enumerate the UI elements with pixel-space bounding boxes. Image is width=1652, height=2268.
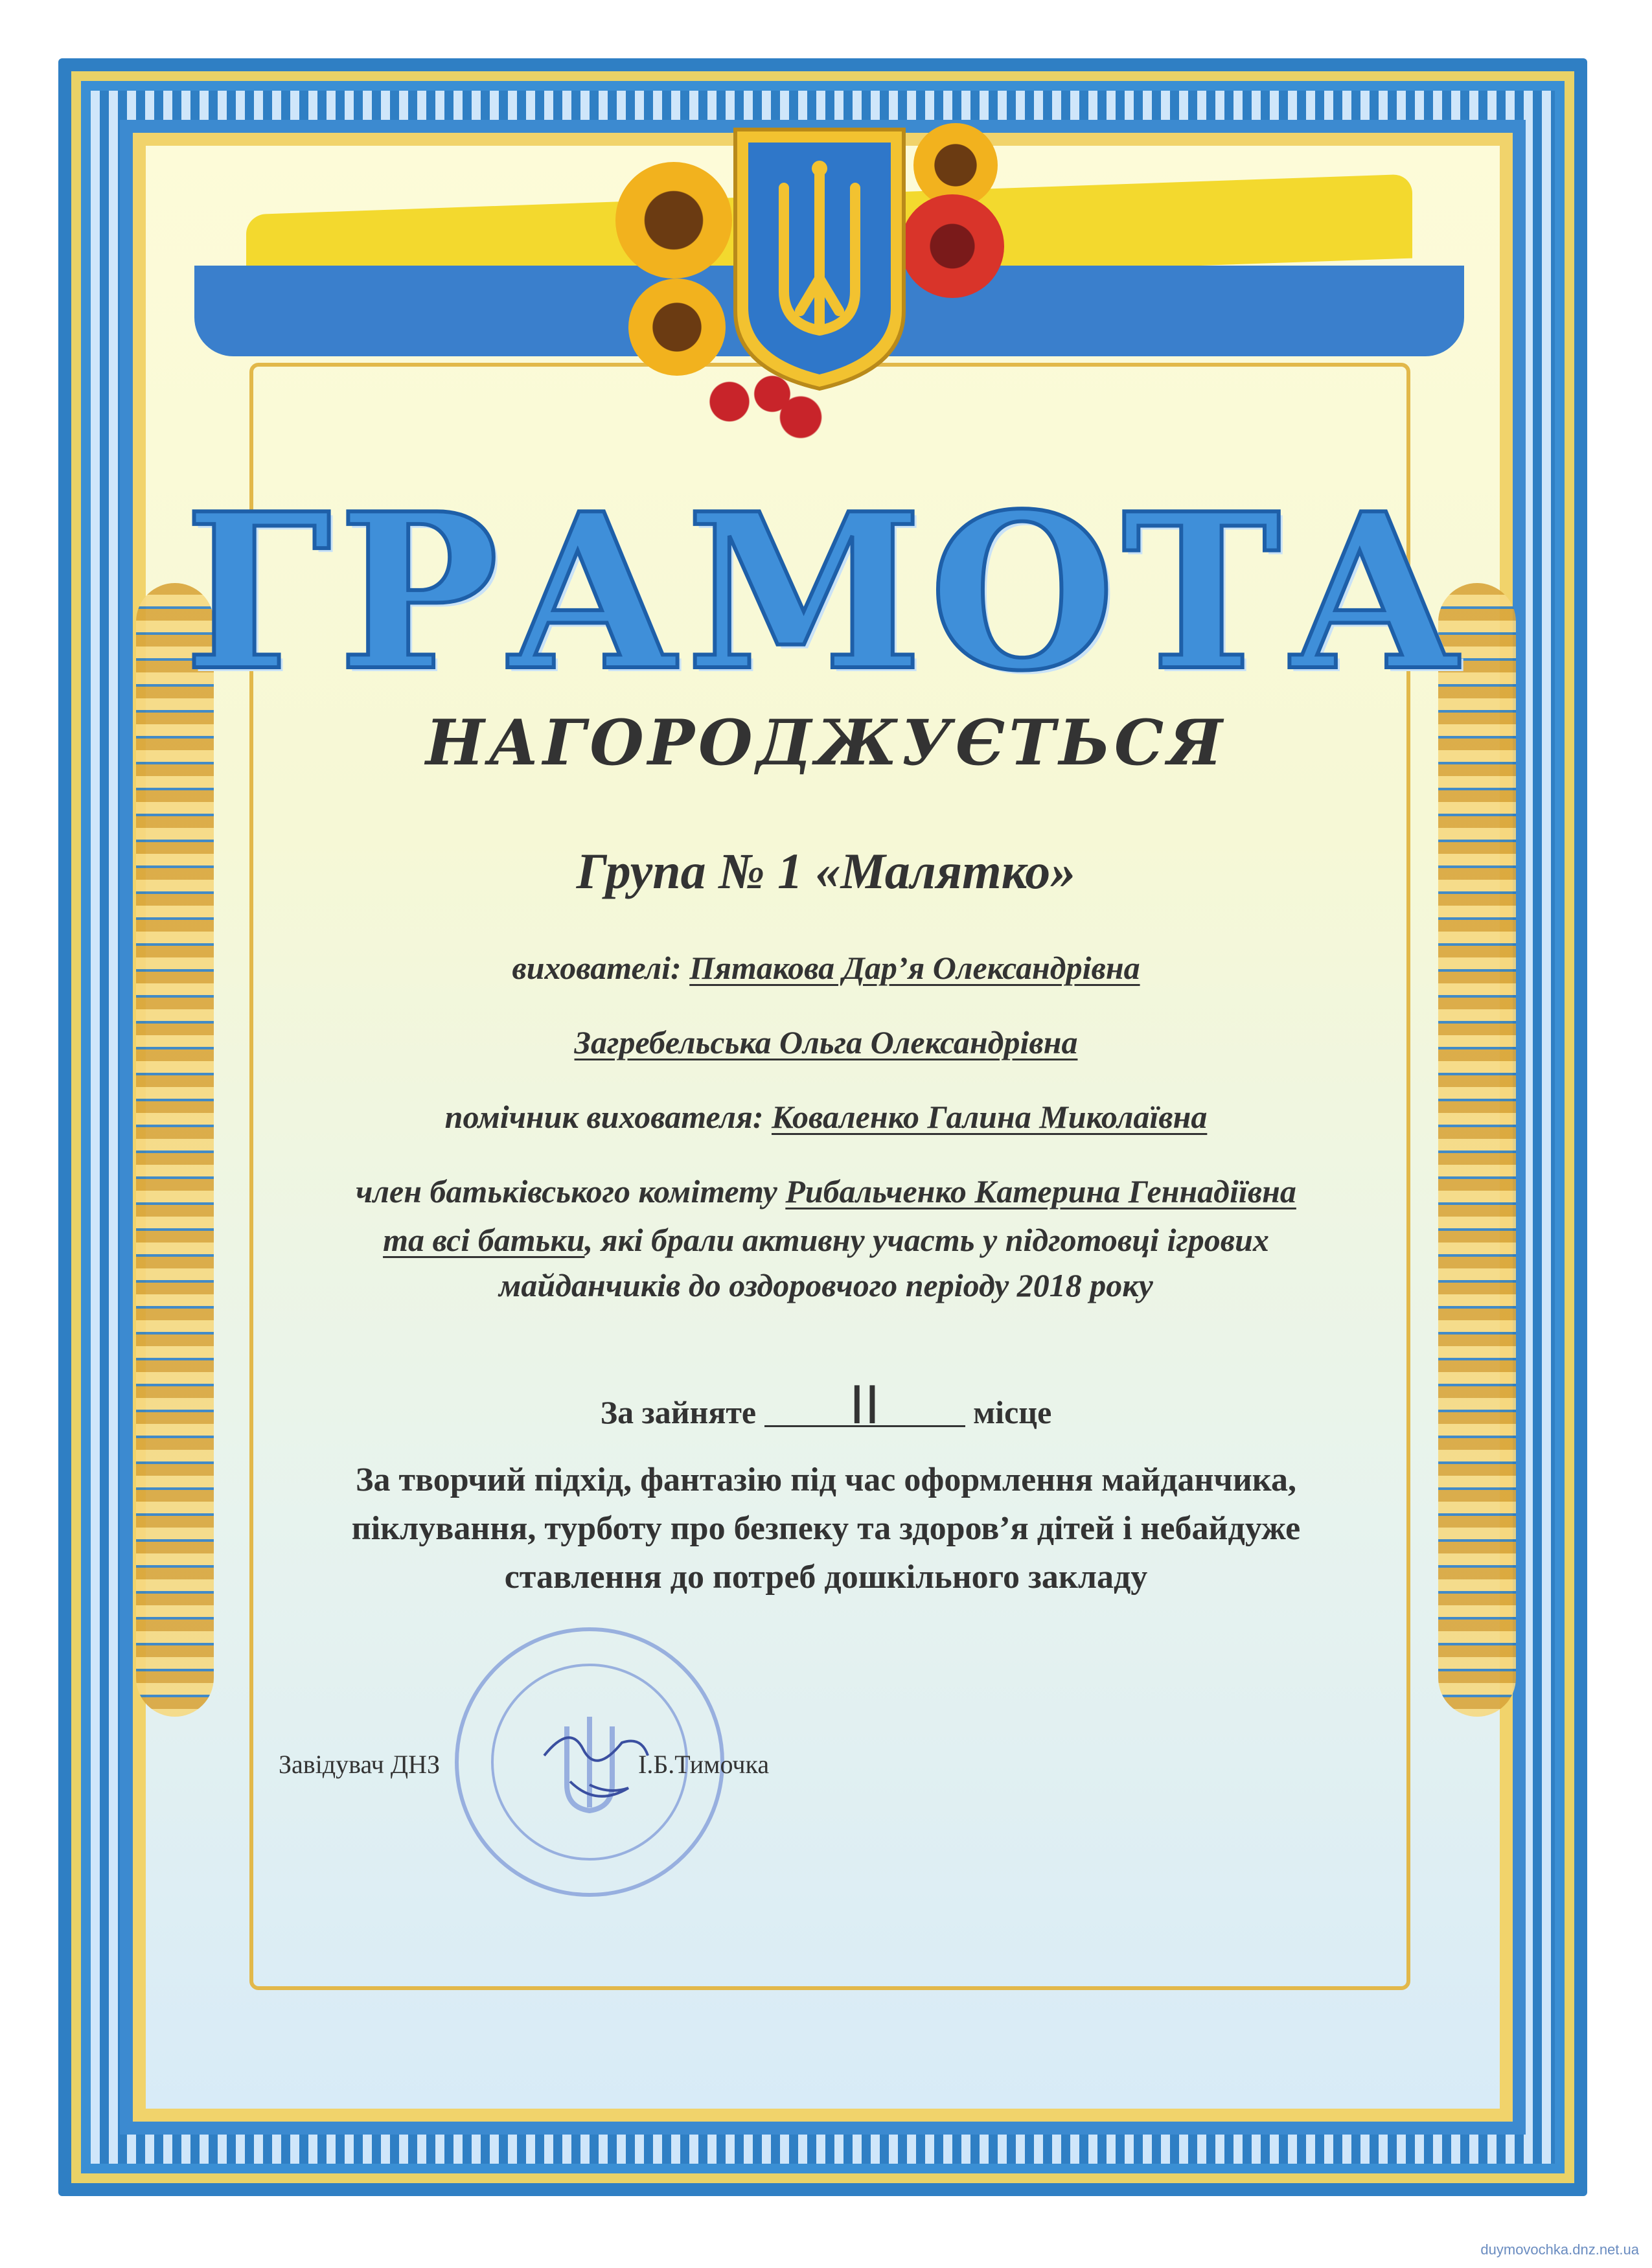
assistant-name: Коваленко Галина Миколаївна	[772, 1099, 1208, 1135]
committee-member: Рибальченко Катерина Геннадіївна	[785, 1173, 1296, 1209]
reason-line-1: За творчий підхід, фантазію під час оформлення майданчика,	[356, 1461, 1296, 1498]
parents-rest: , які брали активну участь у підготовці ігрових	[584, 1222, 1269, 1258]
period-line: майданчиків до оздоровчого періоду 2018 року	[499, 1267, 1153, 1303]
certificate-title: ГРАМОТА	[184, 466, 1468, 718]
group-name: Група № 1 «Малятко»	[576, 843, 1076, 899]
parents-line	[0, 1221, 1652, 1259]
reason-line-2: піклування, турботу про безпеку та здоров’я дітей і небайдуже	[351, 1510, 1301, 1547]
signer-role: Завідувач ДНЗ	[279, 1750, 440, 1779]
awarded-heading: НАГОРОДЖУЄТЬСЯ	[426, 706, 1226, 779]
site-watermark: duymovochka.dnz.net.ua	[1480, 2241, 1639, 2258]
educator-1: Пятакова Дар’я Олександрівна	[689, 950, 1140, 986]
committee-line	[0, 1173, 1652, 1210]
signer-name: І.Б.Тимочка	[638, 1750, 770, 1779]
parents: та всі батьки	[383, 1222, 585, 1258]
assistant-label: помічник вихователя:	[444, 1099, 764, 1135]
educators-line	[0, 949, 1652, 987]
sunflower-icon	[615, 162, 732, 279]
place-suffix: місце	[973, 1394, 1052, 1430]
educators-label: вихователі:	[512, 950, 682, 986]
educator-2: Загребельська Ольга Олександрівна	[574, 1024, 1078, 1060]
educator-2-line	[0, 1024, 1652, 1061]
place-value: II	[764, 1386, 965, 1427]
place-line	[0, 1375, 1652, 1436]
place-prefix: За зайняте	[600, 1394, 757, 1430]
committee-label: член батьківського комітету	[356, 1173, 777, 1209]
assistant-line	[0, 1098, 1652, 1136]
reason-line-3: ставлення до потреб дошкільного закладу	[504, 1559, 1148, 1596]
trident-emblem-icon	[722, 117, 917, 395]
sunflower-icon	[628, 279, 726, 376]
